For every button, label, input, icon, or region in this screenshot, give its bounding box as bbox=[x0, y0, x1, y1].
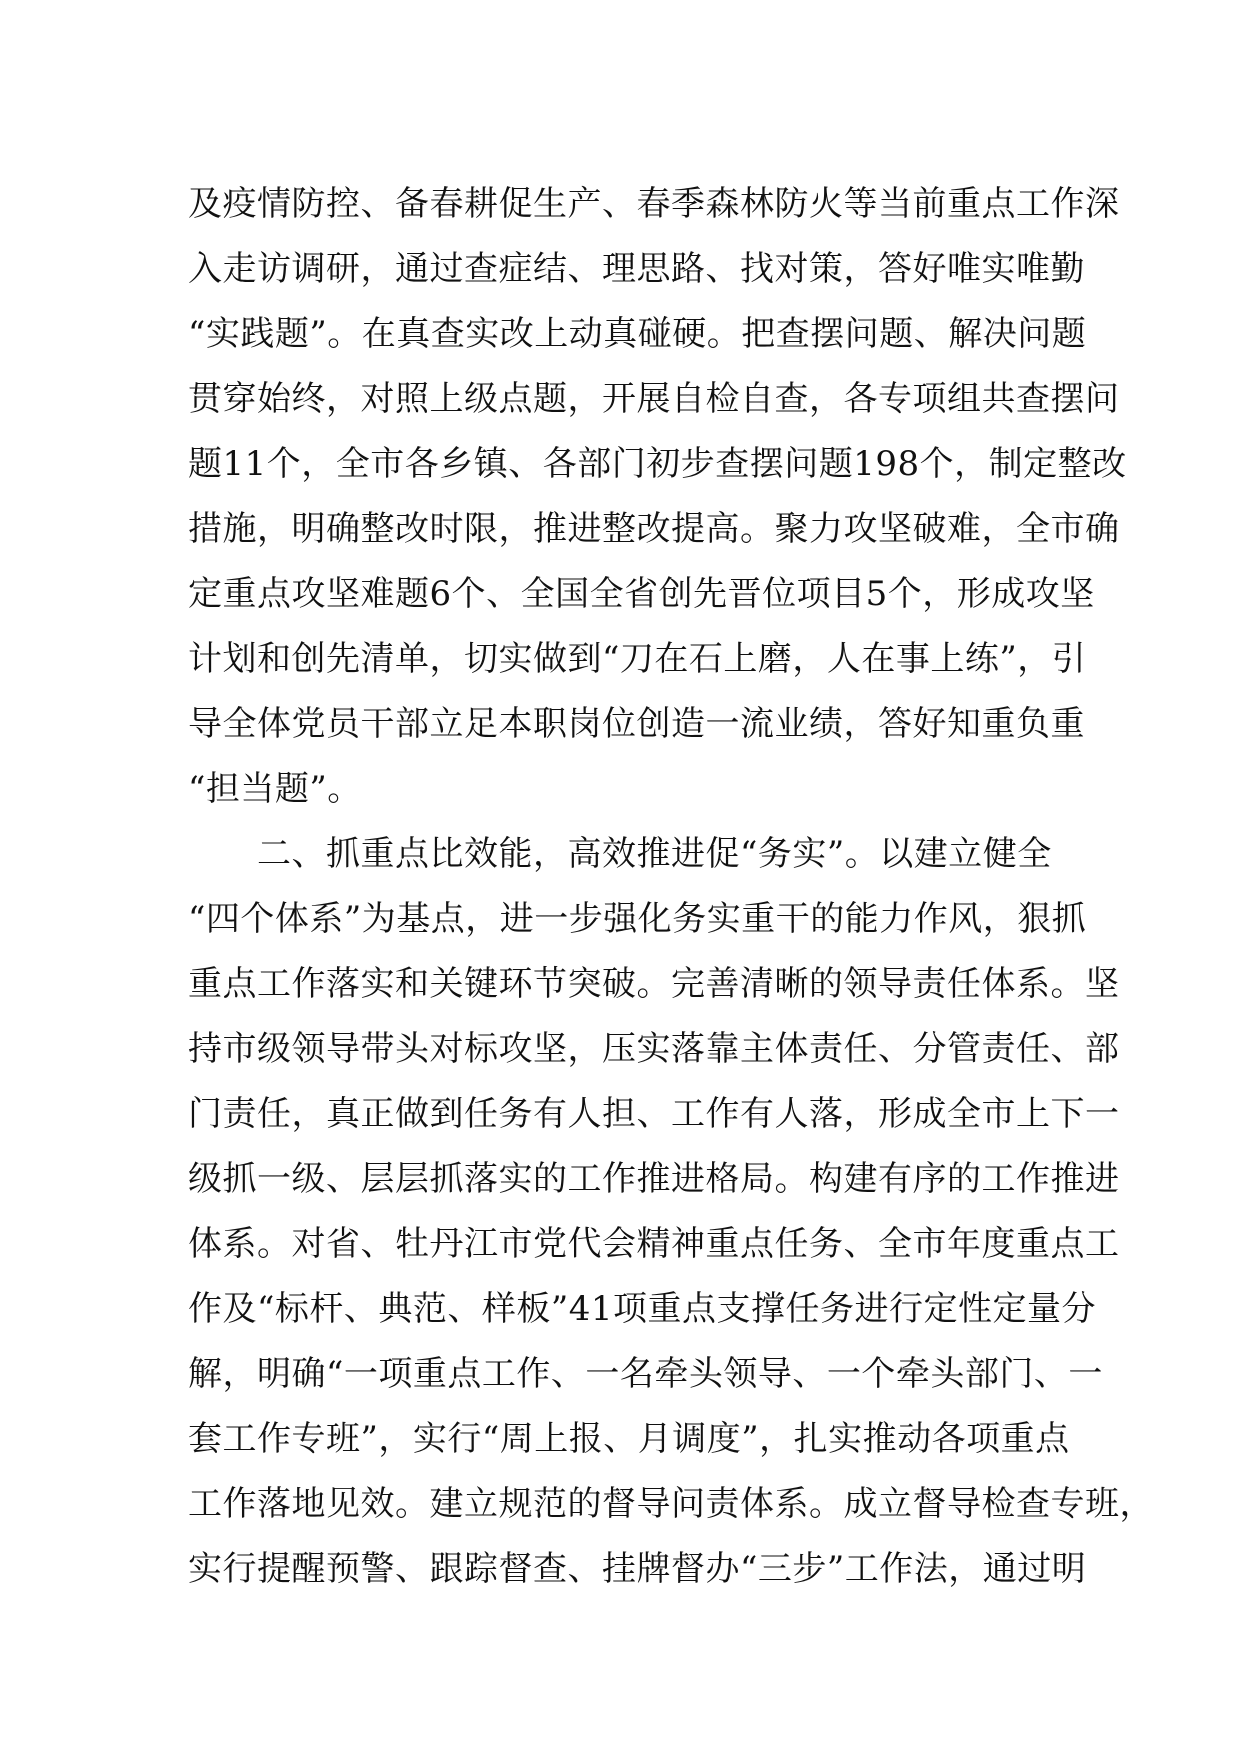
text-line: 入走访调研，通过查症结、理思路、找对策，答好唯实唯勤 bbox=[188, 249, 1085, 289]
text-line: 题11个，全市各乡镇、各部门初步查摆问题198个，制定整改 bbox=[188, 444, 1127, 484]
text-line: “实践题”。在真查实改上动真碰硬。把查摆问题、解决问题 bbox=[188, 314, 1087, 354]
text-line: 门责任，真正做到任务有人担、工作有人落，形成全市上下一 bbox=[188, 1094, 1120, 1134]
paragraph-heading-line: 二、抓重点比效能，高效推进促“务实”。以建立健全 bbox=[188, 834, 1052, 874]
text-line: 级抓一级、层层抓落实的工作推进格局。构建有序的工作推进 bbox=[188, 1159, 1120, 1199]
text-line: 套工作专班”，实行“周上报、月调度”，扎实推动各项重点 bbox=[188, 1419, 1070, 1459]
text-line: 实行提醒预警、跟踪督查、挂牌督办“三步”工作法，通过明 bbox=[188, 1549, 1087, 1589]
text-line: 作及“标杆、典范、样板”41项重点支撑任务进行定性定量分 bbox=[188, 1289, 1097, 1329]
text-line: 贯穿始终，对照上级点题，开展自检自查，各专项组共查摆问 bbox=[188, 379, 1120, 419]
text-line: 措施，明确整改时限，推进整改提高。聚力攻坚破难，全市确 bbox=[188, 509, 1120, 549]
text-line: 定重点攻坚难题6个、全国全省创先晋位项目5个，形成攻坚 bbox=[188, 574, 1095, 614]
text-line: 导全体党员干部立足本职岗位创造一流业绩，答好知重负重 bbox=[188, 704, 1085, 744]
text-line: 工作落地见效。建立规范的督导问责体系。成立督导检查专班， bbox=[188, 1484, 1154, 1524]
text-line: “担当题”。 bbox=[188, 769, 362, 809]
text-line: 体系。对省、牡丹江市党代会精神重点任务、全市年度重点工 bbox=[188, 1224, 1120, 1264]
text-line: 持市级领导带头对标攻坚，压实落靠主体责任、分管责任、部 bbox=[188, 1029, 1120, 1069]
text-line: “四个体系”为基点，进一步强化务实重干的能力作风，狠抓 bbox=[188, 899, 1087, 939]
text-line: 及疫情防控、备春耕促生产、春季森林防火等当前重点工作深 bbox=[188, 184, 1120, 224]
text-line: 计划和创先清单，切实做到“刀在石上磨，人在事上练”，引 bbox=[188, 639, 1087, 679]
body-text bbox=[188, 172, 1154, 1602]
text-line: 解，明确“一项重点工作、一名牵头领导、一个牵头部门、一 bbox=[188, 1354, 1103, 1394]
text-line: 重点工作落实和关键环节突破。完善清晰的领导责任体系。坚 bbox=[188, 964, 1120, 1004]
